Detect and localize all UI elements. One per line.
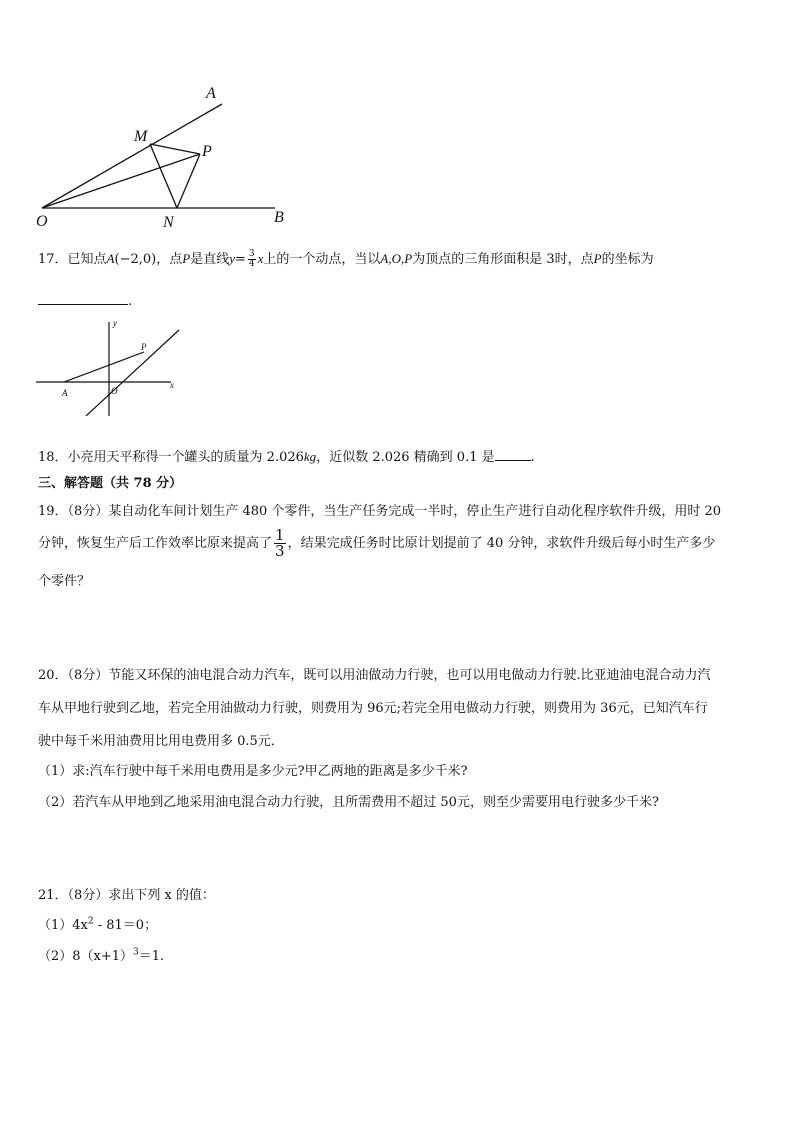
q21-sub1-exp: 2 xyxy=(87,916,94,927)
q17-frac-den: 4 xyxy=(248,259,255,269)
label-o: O xyxy=(111,386,118,396)
q19-line1: 19．（8分）某自动化车间计划生产 480 个零件，当生产任务完成一半时，停止生产进行自动化程序软件升级，用时 20 xyxy=(38,504,722,519)
q18-after-blank: . xyxy=(530,450,535,465)
section-3-title: 三、解答题（共 78 分） xyxy=(38,476,183,491)
label-m: M xyxy=(134,128,148,145)
label-b: B xyxy=(274,209,284,226)
q21-sub2-post: ＝1. xyxy=(138,949,165,964)
q19-frac-num: 1 xyxy=(275,526,285,544)
q21-sub1 xyxy=(38,914,157,933)
q17-line-x: x xyxy=(257,251,264,266)
q17-coord: (−2,0) xyxy=(114,252,157,267)
q18-text2: ，近似数 2.026 精确到 0.1 是 xyxy=(316,450,495,465)
q19-frac-den: 3 xyxy=(275,542,285,560)
q17-line-y: y xyxy=(229,251,235,266)
q17-answer-blank[interactable] xyxy=(38,290,128,305)
segment-mp xyxy=(150,144,200,154)
q21-sub2-exp: 3 xyxy=(133,947,139,958)
q19-line2-post: ，结果完成任务时比原计划提前了 40 分钟，求软件升级后每小时生产多少 xyxy=(287,536,716,551)
q21-sub2 xyxy=(38,945,164,964)
q18-answer-blank[interactable] xyxy=(495,448,531,461)
q17-mid1: ，点 xyxy=(156,252,183,267)
q17-prefix: 17．已知点 xyxy=(38,252,107,267)
label-a: A xyxy=(62,388,68,398)
question-17 xyxy=(38,250,654,269)
q20-sub1: （1）求:汽车行驶中每千米用电费用是多少元?甲乙两地的距离是多少千米? xyxy=(38,764,468,779)
q17-point-a: A xyxy=(106,251,115,266)
segment-np xyxy=(177,154,200,208)
q17-frac-num: 3 xyxy=(248,249,255,259)
label-x: x xyxy=(170,380,174,390)
figure-angle-triangle xyxy=(30,80,300,230)
q17-mid3: 上的一个动点，当以 xyxy=(263,252,381,267)
q18-text: 18．小亮用天平称得一个罐头的质量为 2.026 xyxy=(38,450,304,465)
label-p: P xyxy=(141,342,147,352)
q17-after-blank: . xyxy=(128,294,133,309)
label-a: A xyxy=(206,85,216,102)
q21-sub2-pre: （2）8（x+1） xyxy=(38,949,134,964)
q17-eq: = xyxy=(234,252,246,267)
q17-fraction xyxy=(248,250,256,269)
q19-line2 xyxy=(38,528,715,559)
q20-line2: 车从甲地行驶到乙地，若完全用油做动力行驶，则费用为 96元;若完全用电做动力行驶，则费用为 36元，已知汽车行 xyxy=(38,701,708,716)
q17-answer-line xyxy=(38,290,132,309)
label-p: P xyxy=(202,143,212,160)
figure-coordinate-plane xyxy=(36,316,186,416)
q20-line1: 20．（8分）节能又环保的油电混合动力汽车，既可以用油做动力行驶，也可以用电做动力行驶.比亚迪油电混合动力汽 xyxy=(38,668,711,683)
q17-point-p2: P xyxy=(593,251,602,266)
q17-vertices: A,O,P xyxy=(380,251,413,266)
q21-line1: 21．（8分）求出下列 x 的值： xyxy=(38,888,215,903)
question-18 xyxy=(38,446,535,465)
q17-mid4: 为顶点的三角形面积是 3时，点 xyxy=(412,252,594,267)
line-y-eq-3-4x xyxy=(86,330,179,416)
segment-mn xyxy=(150,144,177,208)
label-o: O xyxy=(36,213,48,230)
label-n: N xyxy=(163,214,174,230)
q18-unit: kg xyxy=(303,449,317,464)
q19-fraction xyxy=(274,528,286,559)
label-y: y xyxy=(113,318,117,328)
q20-line3: 驶中每千米用油费用比用电费用多 0.5元． xyxy=(38,734,284,749)
q21-sub1-pre: （1）4x xyxy=(38,918,88,933)
q19-line3: 个零件？ xyxy=(38,574,91,589)
segment-ap xyxy=(64,352,144,382)
q17-mid2: 是直线 xyxy=(190,252,230,267)
q19-line2-pre: 分钟，恢复生产后工作效率比原来提高了 xyxy=(38,536,273,551)
q20-sub2: （2）若汽车从甲地到乙地采用油电混合动力行驶，且所需费用不超过 50元，则至少需要用电行驶多少千米? xyxy=(38,795,659,810)
q21-sub1-post: - 81＝0； xyxy=(93,918,158,933)
q17-point-p: P xyxy=(182,251,191,266)
q17-suffix: 的坐标为 xyxy=(601,252,654,267)
